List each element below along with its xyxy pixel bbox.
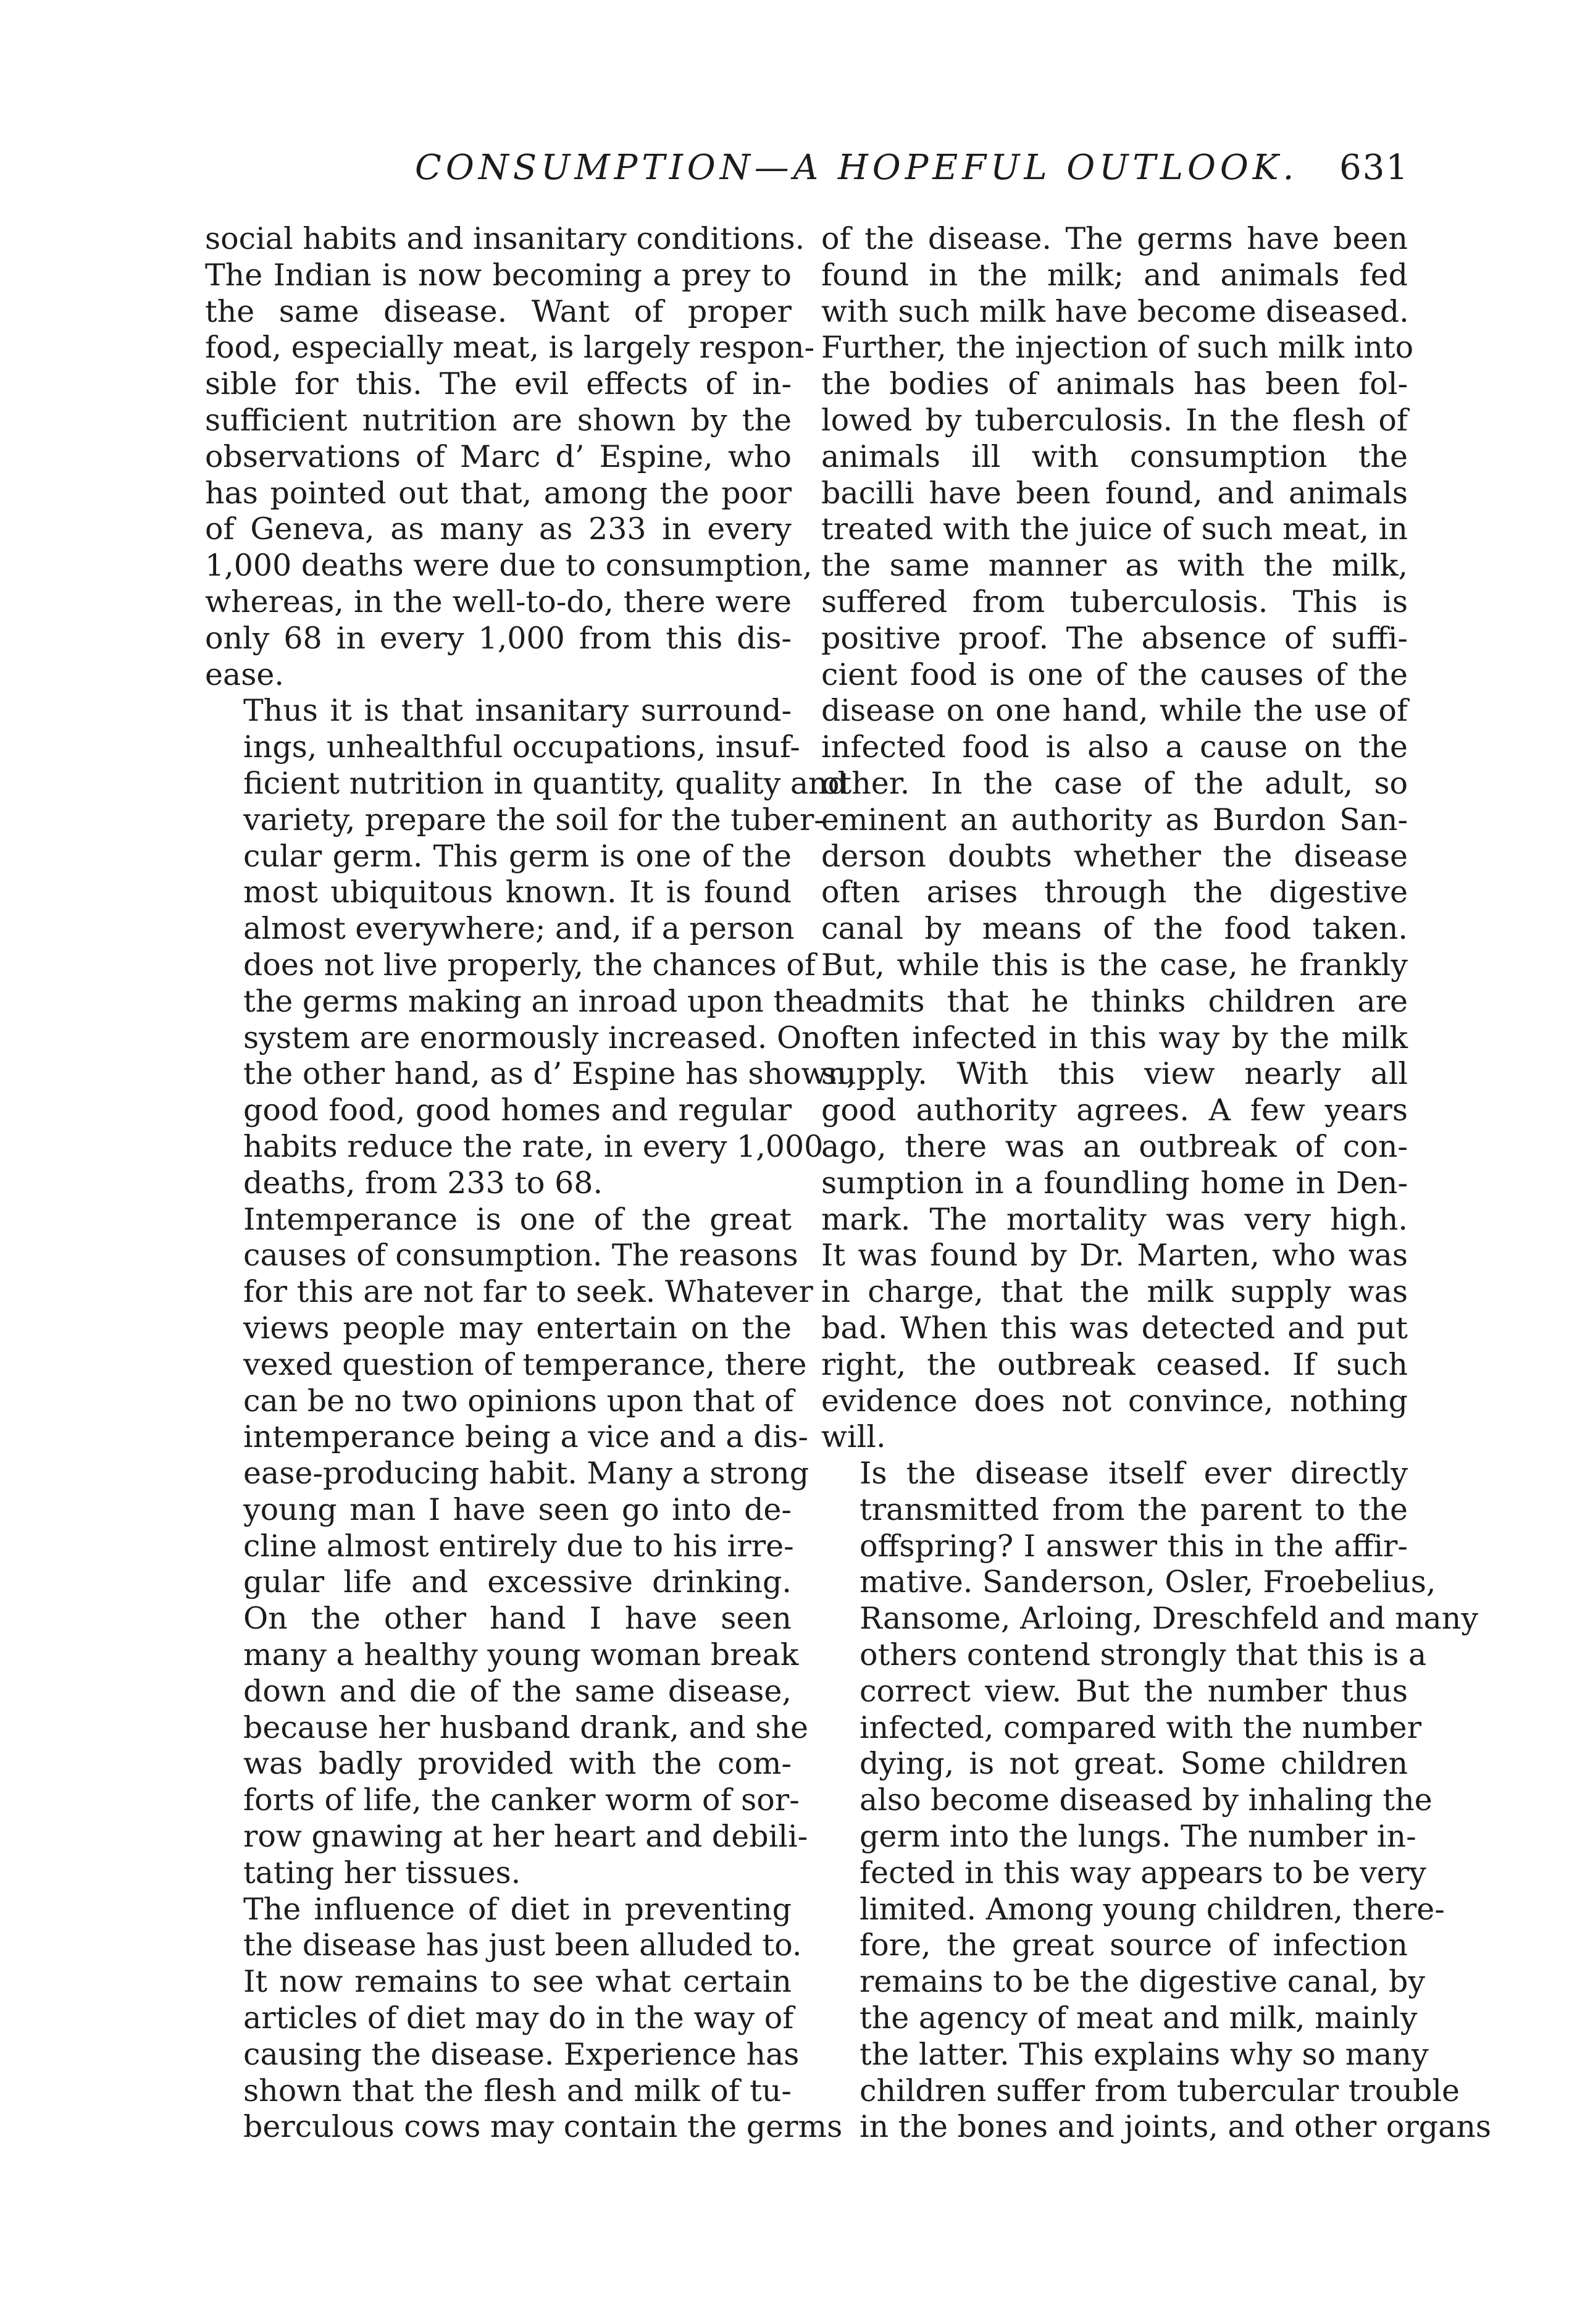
text-line: Ransome, Arloing, Dreschfeld and many [860,1601,1479,1637]
text-line: lowed by tuberculosis. In the flesh of [821,402,1408,438]
text-line: ease-producing habit. Many a strong [243,1456,809,1491]
text-line: can be no two opinions upon that of [243,1383,794,1419]
text-line: gular life and excessive drinking. [243,1564,792,1600]
paragraph [205,1891,843,2146]
text-line: bacilli have been found, and animals [821,475,1408,511]
text-line: the latter. This explains why so many [860,2036,1429,2072]
text-line: bad. When this was detected and put [821,1310,1408,1346]
text-line: cline almost entirely due to his irre- [243,1528,794,1564]
text-line: The influence of diet in preventing [243,1891,792,1927]
text-line: It was found by Dr. Marten, who was [821,1238,1408,1273]
text-line: mative. Sanderson, Osler, Froebelius, [860,1564,1436,1600]
text-line: supply. With this view nearly all [821,1056,1408,1092]
text-line: for this are not far to seek. Whatever [243,1274,813,1310]
text-line: many a healthy young woman break [243,1637,799,1673]
paragraph [821,221,1414,1456]
text-line: the same disease. Want of proper [205,293,792,329]
page-number: 631 [1339,148,1409,188]
text-line: Further, the injection of such milk into [821,330,1414,366]
text-line: admits that he thinks children are [821,983,1408,1019]
text-line: ficient nutrition in quantity, quality and [243,765,847,801]
running-header [415,143,1409,193]
text-line: the bodies of animals has been fol- [821,366,1408,402]
text-line: of Geneva, as many as 233 in every [205,511,792,547]
text-line: will. [821,1419,886,1455]
text-line: Is the disease itself ever directly [860,1456,1408,1491]
text-line: ago, there was an outbreak of con- [821,1128,1408,1164]
text-line: animals ill with consumption the [821,438,1408,474]
text-line: tating her tissues. [243,1855,521,1890]
text-line: canal by means of the food taken. [821,911,1408,947]
text-line: transmitted from the parent to the [860,1491,1408,1527]
text-line: mark. The mortality was very high. [821,1201,1408,1237]
text-line: evidence does not convince, nothing [821,1383,1408,1419]
text-line: But, while this is the case, he frankly [821,947,1408,983]
text-line: often infected in this way by the milk [821,1020,1408,1055]
text-line: disease on one hand, while the use of [821,693,1408,729]
paragraph [821,1456,1492,2146]
text-line: fected in this way appears to be very [860,1855,1426,1890]
text-line: social habits and insanitary conditions. [205,221,805,256]
text-line: On the other hand I have seen [243,1601,792,1637]
text-line: does not live properly, the chances of [243,947,816,983]
text-line: was badly provided with the com- [243,1746,792,1782]
text-line: the disease has just been alluded to. [243,1928,802,1963]
text-line: vexed question of temperance, there [243,1346,807,1382]
text-line: also become diseased by inhaling the [860,1782,1433,1818]
text-line: of the disease. The germs have been [821,221,1408,256]
text-line: food, especially meat, is largely respon- [205,330,815,366]
text-line: eminent an authority as Burdon San- [821,802,1408,837]
text-line: cular germ. This germ is one of the [243,838,792,874]
text-line: sible for this. The evil effects of in- [205,366,792,402]
text-line: variety, prepare the soil for the tuber- [243,802,824,837]
paragraph [205,221,815,693]
text-line: down and die of the same disease, [243,1673,792,1709]
text-line: the other hand, as d’ Espine has shown, [243,1056,856,1092]
text-line: The Indian is now becoming a prey to [205,257,792,293]
text-line: derson doubts whether the disease [821,838,1408,874]
text-line: It now remains to see what certain [243,1964,792,2000]
text-line: remains to be the digestive canal, by [860,1964,1426,2000]
text-line: positive proof. The absence of suffi- [821,620,1408,656]
text-line: dying, is not great. Some children [860,1746,1408,1782]
text-line: correct view. But the number thus [860,1673,1408,1709]
text-line: often arises through the digestive [821,875,1408,910]
text-line: ease. [205,657,284,692]
running-title: CONSUMPTION—A HOPEFUL OUTLOOK. [415,148,1299,188]
text-line: with such milk have become diseased. [821,293,1409,329]
text-line: other. In the case of the adult, so [821,765,1408,801]
text-line: deaths, from 233 to 68. [243,1165,603,1201]
text-line: treated with the juice of such meat, in [821,511,1408,547]
text-line: offspring? I answer this in the affir- [860,1528,1408,1564]
text-line: shown that the flesh and milk of tu- [243,2073,792,2108]
text-line: because her husband drank, and she [243,1709,809,1745]
text-line: young man I have seen go into de- [243,1491,792,1527]
text-line: germ into the lungs. The number in- [860,1819,1416,1855]
text-line: habits reduce the rate, in every 1,000 [243,1128,824,1164]
text-line: right, the outbreak ceased. If such [821,1346,1408,1382]
right-column [821,221,1492,2146]
text-line: sumption in a foundling home in Den- [821,1165,1408,1201]
text-line: only 68 in every 1,000 from this dis- [205,620,792,656]
text-line: views people may entertain on the [243,1310,792,1346]
text-line: ings, unhealthful occupations, insuf- [243,729,800,765]
text-line: forts of life, the canker worm of sor- [243,1782,800,1818]
text-line: row gnawing at her heart and debili- [243,1819,808,1855]
text-line: intemperance being a vice and a dis- [243,1419,808,1455]
text-line: Intemperance is one of the great [243,1201,792,1237]
text-line: articles of diet may do in the way of [243,2000,794,2036]
text-line: 1,000 deaths were due to consumption, [205,548,813,584]
text-line: causing the disease. Experience has [243,2036,800,2072]
text-line: cient food is one of the causes of the [821,657,1408,692]
text-line: whereas, in the well-to-do, there were [205,584,792,619]
text-line: found in the milk; and animals fed [821,257,1408,293]
text-line: almost everywhere; and, if a person [243,911,795,947]
text-line: Thus it is that insanitary surround- [243,693,792,729]
text-line: system are enormously increased. On [243,1020,821,1055]
text-line: causes of consumption. The reasons [243,1238,798,1273]
text-line: children suffer from tubercular trouble [860,2073,1460,2108]
text-line: the germs making an inroad upon the [243,983,823,1019]
text-line: in the bones and joints, and other organs [860,2109,1492,2145]
text-line: limited. Among young children, there- [860,1891,1445,1927]
text-line: fore, the great source of infection [860,1928,1408,1963]
text-line: the agency of meat and milk, mainly [860,2000,1418,2036]
paragraph [205,693,856,1201]
text-line: sufficient nutrition are shown by the [205,402,792,438]
text-line: suffered from tuberculosis. This is [821,584,1408,619]
text-line: good authority agrees. A few years [821,1093,1408,1128]
text-line: the same manner as with the milk, [821,548,1408,584]
text-line: in charge, that the milk supply was [821,1274,1408,1310]
text-line: has pointed out that, among the poor [205,475,792,511]
text-line: most ubiquitous known. It is found [243,875,792,910]
text-line: others contend strongly that this is a [860,1637,1427,1673]
text-line: infected, compared with the number [860,1709,1421,1745]
text-line: good food, good homes and regular [243,1093,792,1128]
text-line: berculous cows may contain the germs [243,2109,843,2145]
paragraph [205,1201,813,1892]
text-line: infected food is also a cause on the [821,729,1408,765]
text-line: observations of Marc d’ Espine, who [205,438,792,474]
